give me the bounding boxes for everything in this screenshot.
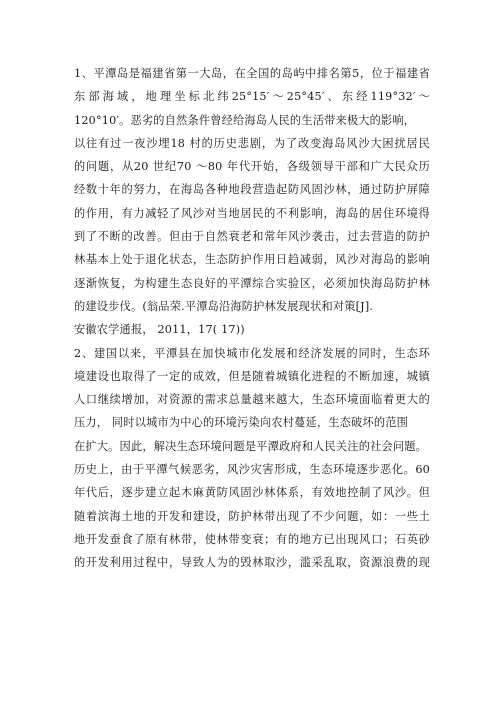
text-line: 历史上，由于平潭气候恶劣，风沙灾害形成，生态环境逐步恶化。60 xyxy=(74,463,430,477)
text-line: 境建设也取得了一定的成效，但是随着城镇化进程的不断加速，城镇 xyxy=(74,369,430,383)
text-line: 以往有过一夜沙埋18 村的历史悲剧，为了改变海岛风沙大困扰居民 xyxy=(74,136,430,150)
paragraph-1 xyxy=(74,62,430,342)
text-line: 在扩大。因此，解决生态环境问题是平潭政府和人民关注的社会问题。 xyxy=(74,439,428,453)
body-text xyxy=(74,62,430,575)
text-line: 随着滨海土地的开发和建设，防护林带出现了不少问题，如：一些土 xyxy=(74,509,430,523)
text-line: 逐渐恢复，为构建生态良好的平潭综合实验区，必须加快海岛防护林 xyxy=(74,276,430,290)
text-line: 东部海域，地理坐标北纬25°15′～25°45′、东经119°32′～ xyxy=(74,90,430,104)
text-line: 120°10′。恶劣的自然条件曾经给海岛人民的生活带来极大的影响， xyxy=(74,113,416,127)
text-line: 年代后，逐步建立起木麻黄防风固沙林体系，有效地控制了风沙。但 xyxy=(74,486,430,500)
text-line: 经数十年的努力，在海岛各种地段营造起防风固沙林，通过防护屏障 xyxy=(74,183,430,197)
text-line: 的开发利用过程中，导致人为的毁林取沙，滥采乱取，资源浪费的现 xyxy=(74,556,430,570)
paragraph-2 xyxy=(74,342,430,575)
text-line: 压力， 同时以城市为中心的环境污染向农村蔓延，生态破坏的范围 xyxy=(74,416,408,430)
text-line: 的问题，从20 世纪70 ～80 年代开始，各级领导干部和广大民众历 xyxy=(74,160,430,174)
text-line: 2、建国以来，平潭县在加快城市化发展和经济发展的同时，生态环 xyxy=(74,346,430,360)
text-line: 的作用，有力减轻了风沙对当地居民的不利影响，海岛的居住环境得 xyxy=(74,206,430,220)
text-line: 到了不断的改善。但由于自然衰老和常年风沙袭击，过去营造的防护 xyxy=(74,230,430,244)
citation-line: 的建设步伐。(翁品荣.平潭岛沿海防护林发展现状和对策[J]. xyxy=(74,299,374,313)
text-line: 1、平潭岛是福建省第一大岛，在全国的岛屿中排名第5，位于福建省 xyxy=(74,67,430,80)
citation-line: 安徽农学通报， 2011，17( 17)) xyxy=(74,323,245,337)
text-line: 人口继续增加，对资源的需求总量越来越大，生态环境面临着更大的 xyxy=(74,393,430,407)
text-line: 林基本上处于退化状态，生态防护作用日趋减弱，风沙对海岛的影响 xyxy=(74,253,430,267)
text-line: 地开发蚕食了原有林带，使林带变衰；有的地方已出现风口；石英砂 xyxy=(74,532,430,546)
